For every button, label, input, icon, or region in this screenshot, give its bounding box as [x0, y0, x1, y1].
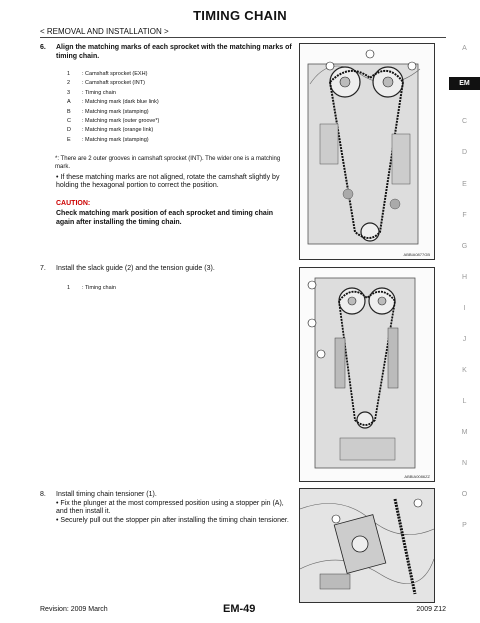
legend-item: 1 : Camshaft sprocket (EXH) — [67, 71, 148, 77]
step-number: 7. — [40, 265, 46, 272]
legend-item: 2 : Camshaft sprocket (INT) — [67, 80, 145, 87]
step-6 — [40, 43, 293, 61]
model-text: 2009 Z12 — [416, 606, 446, 613]
bullet-note: • If these matching marks are not aligned, rotate the camshaft slightly by holding the hexagonal portion to correct the position. — [56, 174, 280, 190]
header-rule — [40, 37, 446, 38]
figure-code: ABBIA0877GB — [403, 252, 430, 257]
tensioner-figure — [299, 488, 435, 603]
sidebar-tab-a[interactable]: A — [462, 45, 467, 52]
legend-list — [67, 284, 116, 293]
footnote: *: There are 2 outer grooves in camshaft sprocket (INT). The wider one is a matching mark. — [55, 156, 281, 170]
sidebar-tab-d[interactable]: D — [461, 149, 468, 156]
sidebar-tab-g[interactable]: G — [461, 243, 468, 250]
sidebar-tab-f[interactable]: F — [462, 212, 467, 219]
step-text: Install the slack guide (2) and the tension guide (3). — [56, 265, 215, 272]
sidebar-tab-c[interactable]: C — [461, 118, 468, 125]
legend-item: B : Matching mark (stamping) — [67, 108, 149, 115]
section-breadcrumb: < REMOVAL AND INSTALLATION > — [40, 27, 169, 36]
sidebar-tab-em[interactable]: EM — [449, 77, 480, 90]
caution-text: Check matching mark position of each sprocket and timing chain again after installing the timing chain. — [56, 210, 274, 226]
sidebar-tab-o[interactable]: O — [461, 491, 468, 498]
sidebar-tab-m[interactable]: M — [461, 429, 468, 436]
sidebar-tab-j[interactable]: J — [462, 336, 467, 343]
legend-item: D : Matching mark (orange link) — [67, 127, 154, 134]
timing-chain-alignment-figure — [299, 43, 435, 260]
slack-guide-figure — [299, 267, 435, 482]
step-number: 8. — [40, 491, 46, 498]
engine-diagram-illustration — [300, 268, 434, 481]
sidebar-tab-p[interactable]: P — [462, 522, 467, 529]
step-8 — [40, 490, 293, 499]
legend-item: E : Matching mark (stamping) — [67, 136, 149, 143]
page-title: TIMING CHAIN — [193, 8, 287, 23]
page-number: EM-49 — [223, 603, 256, 615]
legend-item: C : Matching mark (outer groove*) — [67, 118, 160, 125]
figure-code: ABBIA0086ZZ — [404, 474, 430, 479]
legend-item: 3 : Timing chain — [67, 89, 116, 96]
engine-diagram-illustration — [300, 489, 434, 602]
caution-label: CAUTION: — [56, 200, 91, 207]
sidebar-tab-k[interactable]: K — [462, 367, 467, 374]
sidebar-tab-h[interactable]: H — [461, 274, 468, 281]
sidebar-tab-n[interactable]: N — [461, 460, 468, 467]
legend-list — [67, 70, 159, 145]
bullet-note: • Fix the plunger at the most compressed position using a stopper pin (A), and then install it. — [56, 500, 284, 516]
step-7 — [40, 264, 293, 273]
step-text: Install timing chain tensioner (1). — [56, 491, 157, 498]
bullet-note: • Securely pull out the stopper pin after installing the timing chain tensioner. — [56, 517, 289, 524]
engine-diagram-illustration — [300, 44, 434, 259]
sidebar-tab-l[interactable]: L — [462, 398, 467, 405]
sidebar-tab-e[interactable]: E — [462, 181, 467, 188]
step-text: Align the matching marks of each sprocket with the matching marks of timing chain. — [56, 44, 292, 60]
legend-item: 1 : Timing chain — [67, 285, 116, 291]
step-number: 6. — [40, 44, 46, 51]
revision-text: Revision: 2009 March — [40, 606, 108, 613]
legend-item: A : Matching mark (dark blue link) — [67, 99, 159, 106]
sidebar-tab-i[interactable]: I — [463, 305, 466, 312]
